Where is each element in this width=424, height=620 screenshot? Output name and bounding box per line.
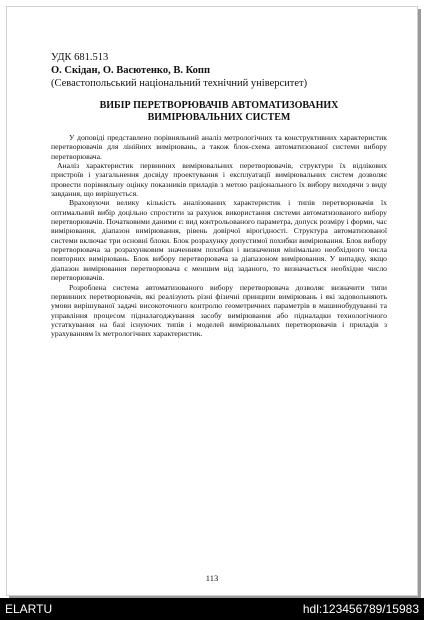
page-content: [51, 51, 387, 339]
handle-id: hdl:123456789/15983: [302, 602, 419, 616]
udk-code: УДК 681.513: [51, 52, 109, 63]
affiliation: (Севастопольський національний технічний університет): [51, 78, 308, 89]
repository-footer: [0, 598, 424, 620]
title-line: ВИМІРЮВАЛЬНИХ СИСТЕМ: [147, 111, 291, 123]
paragraph: У доповіді представлено порівняльний аналіз метрологічних та конструктивних характеристик перетворювачів для лінійних вимірювань, а також блок-схема автоматизованої системи вибору перетворювача.: [51, 133, 387, 161]
article-title: [51, 100, 387, 123]
paragraph: Враховуючи велику кількість аналізованих характеристик і типів перетворювачів їх оптимальний вибір доцільно спростити за рахунок використання системи автоматизованого вибору перетворювачів. Початковими даними є: вид контрольованого параметра, допуск розміру і форми, час вимірювання, діапазон вимірювання, рівень довірчої вірогідності. Структура автоматизованої системи включає три основні блоки. Блок розрахунку допустимої похибки вимірювання. Блок вибору перетворювача за розрахунковим значенням похибки і визначення мінімально необхідного числа повторних вимірювань. Блок вибору перетворювача за діапазоном вимірювання. У випадку, якщо діапазон вимірювання перетворювача є меншим від заданого, то визначається необхідне число перетворювачів.: [51, 198, 387, 283]
authors: О. Скідан, О. Васютенко, В. Копп: [51, 65, 211, 76]
document-page: [6, 6, 418, 596]
repository-name: ELARTU: [5, 602, 53, 616]
page-number: 113: [205, 573, 219, 583]
title-line: ВИБІР ПЕРЕТВОРЮВАЧІВ АВТОМАТИЗОВАНИХ: [99, 100, 339, 111]
paragraph: Аналіз характеристик первинних вимірювальних перетворювачів, структури їх відлікових пристроїв і узагальнення досвіду проектування і експлуатації вимірювальних систем дозволяє провести порівняльну оцінку показників приладів з метою раціонального їх вибору виходячи з виду завдання, що вирішується.: [51, 161, 387, 199]
paragraph: Розроблена система автоматизованого вибору перетворювача дозволяє визначити типи первинних перетворювачів, які реалізують різні фізичні принципи вимірювань і які задовольняють умови вирішуваної задачі високоточного контролю геометричних параметрів в машинобудуванні та управління процесом підналагоджування засобу вимірювання або підналадки технологічного устаткування на базі існуючих типів і моделей вимірювальних перетворювачів і приладів з урахуванням їх метрологічних характеристик.: [51, 282, 387, 339]
